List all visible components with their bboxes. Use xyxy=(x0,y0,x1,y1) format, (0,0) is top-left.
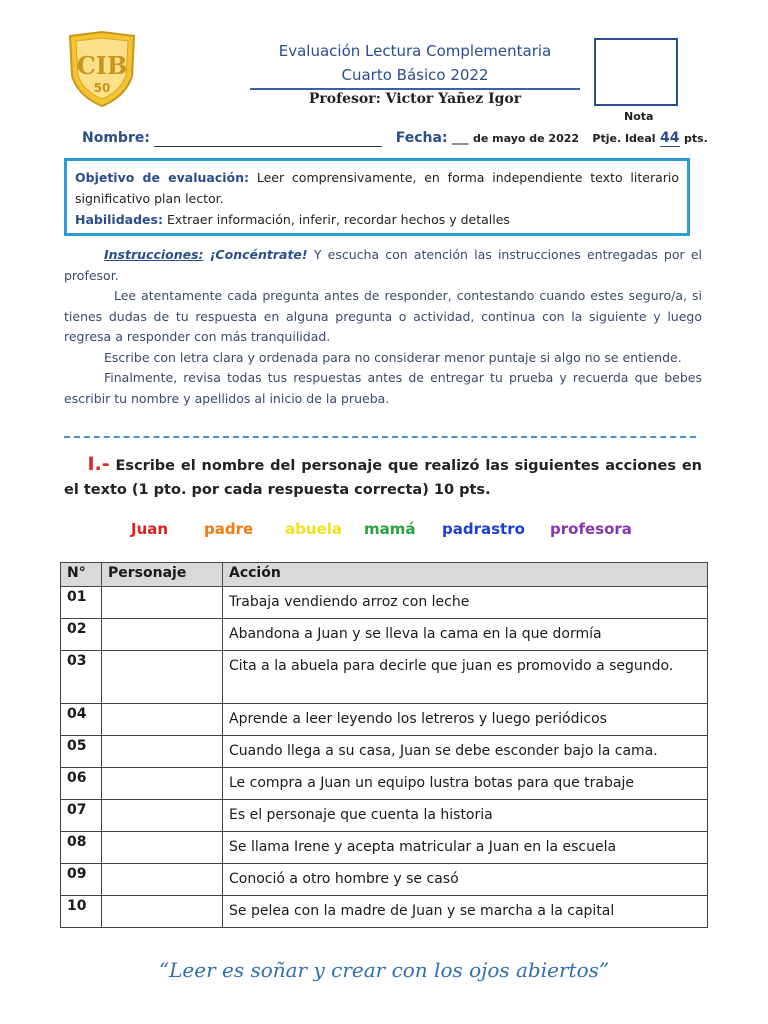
skills-label: Habilidades: xyxy=(75,212,163,227)
character-answer-cell[interactable] xyxy=(102,896,223,928)
character-padre: padre xyxy=(204,520,254,538)
points-suffix: pts. xyxy=(683,132,708,145)
dashed-divider xyxy=(64,436,696,438)
col-action-header: Acción xyxy=(223,563,708,587)
answers-table xyxy=(60,562,708,928)
name-label: Nombre: xyxy=(82,130,150,146)
action-text: Cuando llega a su casa, Juan se debe esconder bajo la cama. xyxy=(223,736,708,768)
instructions-p4: Finalmente, revisa todas tus respuestas antes de entregar tu prueba y recuerda que bebes escribir tu nombre y apellidos al inicio de la prueba. xyxy=(64,370,702,406)
col-number-header: N° xyxy=(61,563,102,587)
row-number: 02 xyxy=(61,619,102,651)
character-answer-cell[interactable] xyxy=(102,619,223,651)
row-number: 04 xyxy=(61,704,102,736)
objective-text: Leer comprensivamente, en forma independiente texto literario significativo plan lector. xyxy=(75,170,680,206)
table-row xyxy=(61,800,708,832)
footer-quote: “Leer es soñar y crear con los ojos abiertos” xyxy=(158,958,610,982)
section-points: 10 pts xyxy=(433,482,486,498)
title-underline xyxy=(250,88,580,90)
character-answer-cell[interactable] xyxy=(102,651,223,704)
document-subtitle: Cuarto Básico 2022 xyxy=(341,66,489,84)
table-row xyxy=(61,832,708,864)
objective-label: Objetivo de evaluación: xyxy=(75,170,250,185)
teacher-name: Profesor: Victor Yañez Igor xyxy=(308,91,522,107)
row-number: 05 xyxy=(61,736,102,768)
table-row xyxy=(61,768,708,800)
grade-box[interactable] xyxy=(594,38,678,106)
row-number: 01 xyxy=(61,587,102,619)
table-row xyxy=(61,619,708,651)
character-abuela: abuela xyxy=(285,520,342,538)
date-blank[interactable]: ___ xyxy=(452,132,469,145)
instructions-p2: Lee atentamente cada pregunta antes de responder, contestando cuando estes seguro/a, si tienes dudas de tu respuesta en alguna pregunta o actividad, continua con la siguiente y luego regresa a responder con más tranquilidad. xyxy=(64,288,702,344)
character-profesora: profesora xyxy=(550,520,632,538)
table-row xyxy=(61,736,708,768)
instructions-p3: Escribe con letra clara y ordenada para no considerar menor puntaje si algo no se entiende. xyxy=(104,349,682,365)
row-number: 03 xyxy=(61,651,102,704)
student-info-row xyxy=(82,130,722,152)
row-number: 08 xyxy=(61,832,102,864)
school-crest-logo xyxy=(66,30,138,108)
document-title: Evaluación Lectura Complementaria xyxy=(278,42,552,60)
action-text: Es el personaje que cuenta la historia xyxy=(223,800,708,832)
col-character-header: Personaje xyxy=(102,563,223,587)
instructions-focus: ¡Concéntrate! xyxy=(209,247,308,262)
action-text: Abandona a Juan y se lleva la cama en la que dormía xyxy=(223,619,708,651)
row-number: 10 xyxy=(61,896,102,928)
character-answer-cell[interactable] xyxy=(102,800,223,832)
section-period: . xyxy=(485,482,491,498)
instructions-heading: Instrucciones: xyxy=(104,247,204,262)
grade-label: Nota xyxy=(624,110,654,123)
skills-text: Extraer información, inferir, recordar hechos y detalles xyxy=(166,212,510,227)
date-label: Fecha: xyxy=(395,130,448,146)
action-text: Le compra a Juan un equipo lustra botas para que trabaje xyxy=(223,768,708,800)
character-answer-cell[interactable] xyxy=(102,864,223,896)
svg-text:CIB: CIB xyxy=(76,51,128,80)
action-text: Se pelea con la madre de Juan y se marcha a la capital xyxy=(223,896,708,928)
table-row xyxy=(61,864,708,896)
date-text: de mayo de 2022 xyxy=(472,132,580,145)
action-text: Cita a la abuela para decirle que juan es promovido a segundo. xyxy=(223,651,708,704)
instructions-p1: Y escucha con atención las instrucciones entregadas por el profesor. xyxy=(64,247,702,283)
row-number: 07 xyxy=(61,800,102,832)
action-text: Conoció a otro hombre y se casó xyxy=(223,864,708,896)
table-row xyxy=(61,587,708,619)
section-1-prompt xyxy=(64,452,702,502)
character-mama: mamá xyxy=(364,520,416,538)
character-juan: Juan xyxy=(131,520,169,538)
instructions-block xyxy=(64,245,702,409)
row-number: 06 xyxy=(61,768,102,800)
table-row xyxy=(61,896,708,928)
character-padrastro: padrastro xyxy=(442,520,525,538)
action-text: Aprende a leer leyendo los letreros y luego periódicos xyxy=(223,704,708,736)
row-number: 09 xyxy=(61,864,102,896)
section-number: I.- xyxy=(87,453,110,475)
action-text: Se llama Irene y acepta matricular a Juan en la escuela xyxy=(223,832,708,864)
character-answer-cell[interactable] xyxy=(102,704,223,736)
name-field[interactable] xyxy=(154,130,382,147)
svg-text:50: 50 xyxy=(93,81,111,95)
character-answer-cell[interactable] xyxy=(102,832,223,864)
action-text: Trabaja vendiendo arroz con leche xyxy=(223,587,708,619)
character-answer-cell[interactable] xyxy=(102,768,223,800)
character-answer-cell[interactable] xyxy=(102,736,223,768)
table-row xyxy=(61,704,708,736)
ideal-score-label: Ptje. Ideal xyxy=(592,132,656,145)
table-row xyxy=(61,651,708,704)
character-answer-cell[interactable] xyxy=(102,587,223,619)
section-text: Escribe el nombre del personaje que realizó las siguientes acciones en el texto (1 pto. por cada respuesta correcta) xyxy=(64,458,702,498)
table-header-row xyxy=(61,563,708,587)
ideal-score-value: 44 xyxy=(660,130,680,146)
objective-box xyxy=(64,158,690,236)
